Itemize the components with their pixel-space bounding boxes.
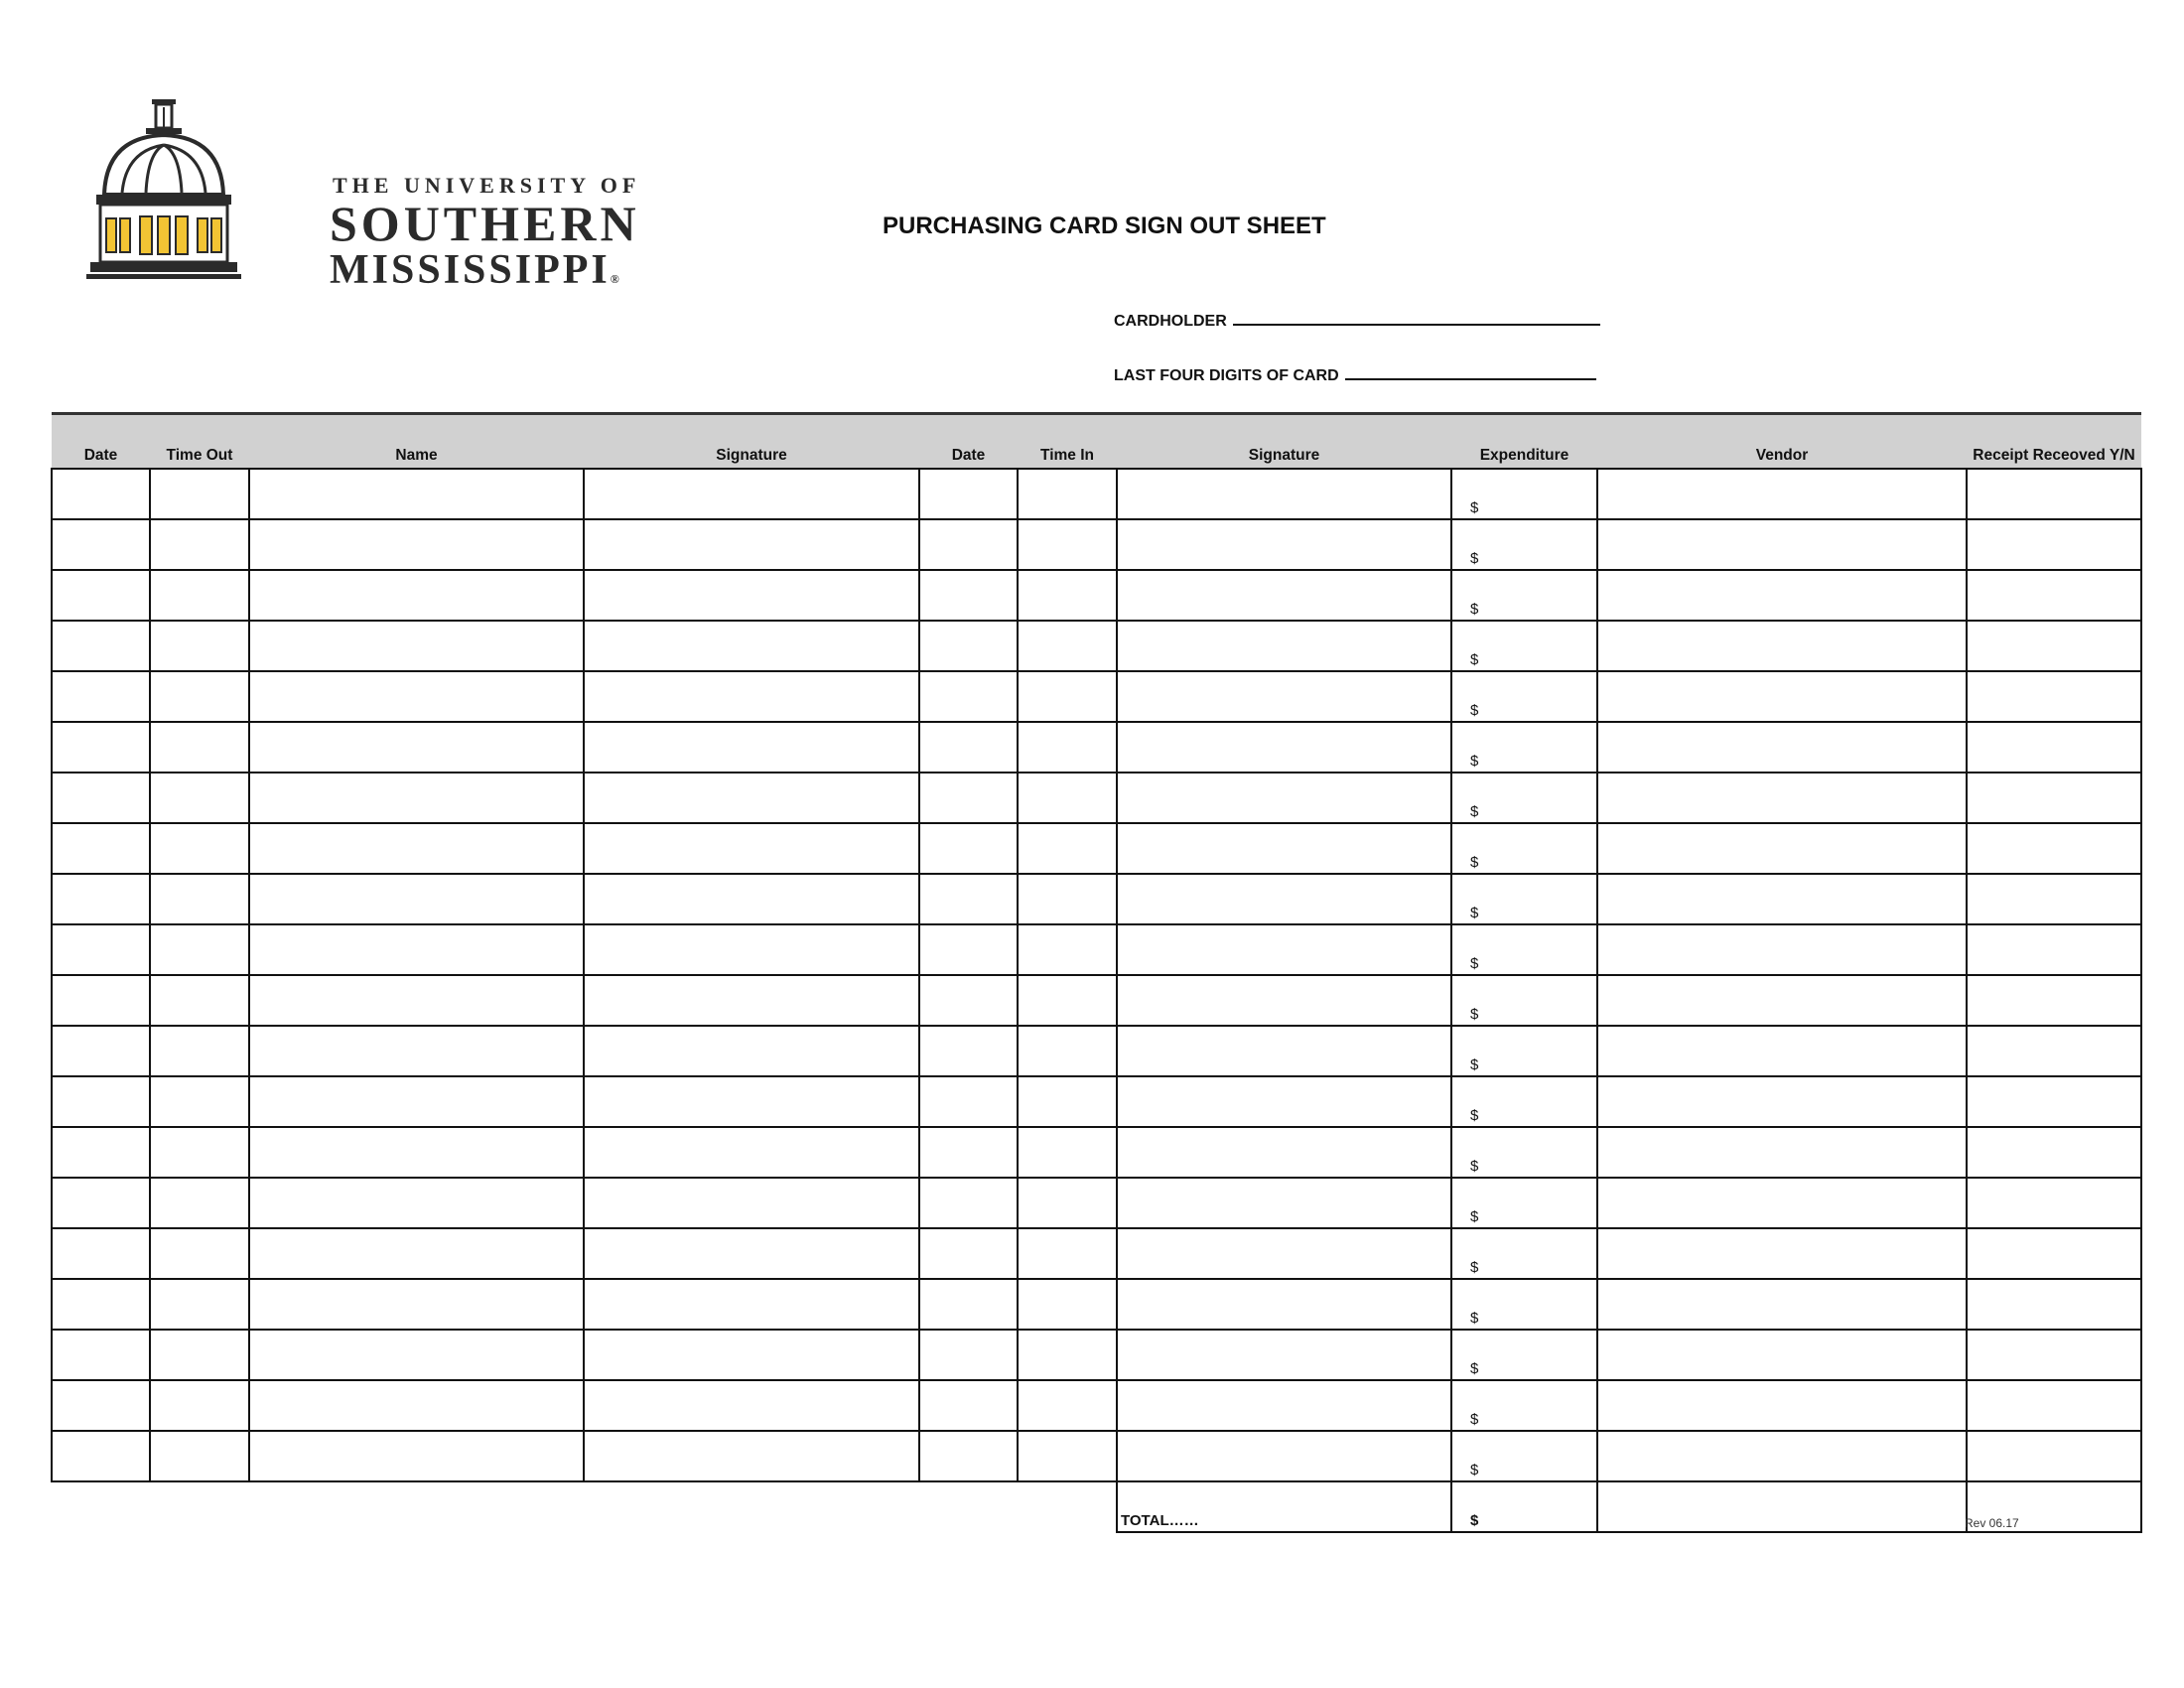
vendor-cell[interactable] [1597,924,1967,975]
vendor-cell[interactable] [1597,1279,1967,1330]
capitol-dome-icon [84,95,243,284]
receipt-cell[interactable] [1967,1330,2141,1380]
total-amount[interactable]: $ [1451,1481,1597,1532]
signature-in-cell[interactable] [1117,671,1451,722]
date-out-cell[interactable] [52,874,150,924]
name-cell[interactable] [249,1026,584,1076]
expenditure-cell[interactable]: $ [1451,975,1597,1026]
last-four-field [1114,364,1596,385]
signature-in-cell[interactable] [1117,519,1451,570]
registered-mark: ® [610,272,619,286]
expenditure-cell[interactable]: $ [1451,1330,1597,1380]
sign-out-table-container [51,412,2140,1533]
revision-note: Rev 06.17 [1965,1516,2019,1530]
time-in-cell[interactable] [1018,722,1117,773]
date-out-cell[interactable] [52,1380,150,1431]
receipt-cell[interactable] [1967,671,2141,722]
name-cell[interactable] [249,671,584,722]
time-in-cell[interactable] [1018,1228,1117,1279]
signature-out-cell[interactable] [584,1076,919,1127]
date-in-cell[interactable] [919,570,1018,621]
university-logo [84,95,641,293]
name-cell[interactable] [249,722,584,773]
expenditure-cell[interactable]: $ [1451,773,1597,823]
name-cell[interactable] [249,874,584,924]
name-cell[interactable] [249,1431,584,1481]
receipt-cell[interactable] [1967,621,2141,671]
date-out-cell[interactable] [52,1330,150,1380]
receipt-cell[interactable] [1967,469,2141,519]
cardholder-label: CARDHOLDER [1114,313,1227,330]
expenditure-cell[interactable]: $ [1451,1178,1597,1228]
receipt-cell[interactable] [1967,1026,2141,1076]
name-cell[interactable] [249,469,584,519]
table-row [52,1228,2141,1279]
time-out-cell[interactable] [150,519,249,570]
header-receipt-received: Receipt Receoved Y/N [1967,414,2141,470]
vendor-cell[interactable] [1597,1380,1967,1431]
vendor-cell[interactable] [1597,621,1967,671]
time-out-cell[interactable] [150,975,249,1026]
time-out-cell[interactable] [150,1076,249,1127]
receipt-cell[interactable] [1967,519,2141,570]
name-cell[interactable] [249,1380,584,1431]
date-in-cell[interactable] [919,1431,1018,1481]
receipt-cell[interactable] [1967,1076,2141,1127]
date-out-cell[interactable] [52,1431,150,1481]
signature-in-cell[interactable] [1117,570,1451,621]
signature-in-cell[interactable] [1117,975,1451,1026]
signature-in-cell[interactable] [1117,1228,1451,1279]
time-out-cell[interactable] [150,1380,249,1431]
expenditure-cell[interactable]: $ [1451,1076,1597,1127]
date-in-cell[interactable] [919,1228,1018,1279]
date-out-cell[interactable] [52,1279,150,1330]
vendor-cell[interactable] [1597,874,1967,924]
wordmark-line-3 [330,248,619,301]
time-out-cell[interactable] [150,469,249,519]
signature-in-cell[interactable] [1117,722,1451,773]
time-in-cell[interactable] [1018,823,1117,874]
time-in-cell[interactable] [1018,1076,1117,1127]
time-in-cell[interactable] [1018,924,1117,975]
time-in-cell[interactable] [1018,1279,1117,1330]
signature-out-cell[interactable] [584,1228,919,1279]
name-cell[interactable] [249,1178,584,1228]
signature-in-cell[interactable] [1117,1127,1451,1178]
time-in-cell[interactable] [1018,621,1117,671]
signature-in-cell[interactable] [1117,1279,1451,1330]
receipt-cell[interactable] [1967,1279,2141,1330]
time-out-cell[interactable] [150,1127,249,1178]
time-in-cell[interactable] [1018,1431,1117,1481]
time-in-cell[interactable] [1018,874,1117,924]
header-vendor: Vendor [1597,414,1967,470]
signature-out-cell[interactable] [584,975,919,1026]
signature-in-cell[interactable] [1117,1380,1451,1431]
time-out-cell[interactable] [150,1330,249,1380]
date-in-cell[interactable] [919,519,1018,570]
table-row [52,823,2141,874]
cardholder-blank-line[interactable] [1233,310,1600,326]
date-out-cell[interactable] [52,519,150,570]
signature-out-cell[interactable] [584,1279,919,1330]
time-in-cell[interactable] [1018,1380,1117,1431]
expenditure-cell[interactable]: $ [1451,1279,1597,1330]
header-time-in: Time In [1018,414,1117,470]
vendor-cell[interactable] [1597,1330,1967,1380]
expenditure-cell[interactable]: $ [1451,570,1597,621]
expenditure-cell[interactable]: $ [1451,519,1597,570]
last-four-blank-line[interactable] [1345,364,1596,380]
expenditure-cell[interactable]: $ [1451,1127,1597,1178]
signature-in-cell[interactable] [1117,874,1451,924]
signature-in-cell[interactable] [1117,924,1451,975]
table-row [52,1380,2141,1431]
table-row [52,1076,2141,1127]
date-out-cell[interactable] [52,975,150,1026]
signature-in-cell[interactable] [1117,1330,1451,1380]
date-out-cell[interactable] [52,1228,150,1279]
vendor-cell[interactable] [1597,975,1967,1026]
date-out-cell[interactable] [52,1127,150,1178]
table-row [52,722,2141,773]
time-out-cell[interactable] [150,1431,249,1481]
time-out-cell[interactable] [150,823,249,874]
date-out-cell[interactable] [52,570,150,621]
time-out-cell[interactable] [150,570,249,621]
receipt-cell[interactable] [1967,1178,2141,1228]
vendor-cell[interactable] [1597,1228,1967,1279]
time-in-cell[interactable] [1018,1127,1117,1178]
vendor-cell[interactable] [1597,722,1967,773]
name-cell[interactable] [249,621,584,671]
name-cell[interactable] [249,1228,584,1279]
signature-in-cell[interactable] [1117,1076,1451,1127]
date-in-cell[interactable] [919,1330,1018,1380]
date-in-cell[interactable] [919,1076,1018,1127]
expenditure-cell[interactable]: $ [1451,1380,1597,1431]
expenditure-cell[interactable]: $ [1451,722,1597,773]
signature-in-cell[interactable] [1117,1026,1451,1076]
name-cell[interactable] [249,570,584,621]
signature-out-cell[interactable] [584,469,919,519]
date-out-cell[interactable] [52,722,150,773]
signature-in-cell[interactable] [1117,823,1451,874]
expenditure-cell[interactable]: $ [1451,621,1597,671]
receipt-cell[interactable] [1967,1380,2141,1431]
table-body [52,469,2141,1481]
date-in-cell[interactable] [919,1026,1018,1076]
vendor-cell[interactable] [1597,671,1967,722]
total-row-spacer [52,1481,1117,1532]
date-in-cell[interactable] [919,469,1018,519]
time-in-cell[interactable] [1018,773,1117,823]
vendor-cell[interactable] [1597,570,1967,621]
signature-out-cell[interactable] [584,773,919,823]
time-in-cell[interactable] [1018,1178,1117,1228]
time-out-cell[interactable] [150,1178,249,1228]
date-out-cell[interactable] [52,1178,150,1228]
vendor-cell[interactable] [1597,1026,1967,1076]
name-cell[interactable] [249,519,584,570]
expenditure-cell[interactable]: $ [1451,1228,1597,1279]
signature-out-cell[interactable] [584,823,919,874]
sign-out-table [51,412,2142,1533]
time-in-cell[interactable] [1018,1330,1117,1380]
receipt-cell[interactable] [1967,1228,2141,1279]
table-row [52,1127,2141,1178]
receipt-cell[interactable] [1967,570,2141,621]
date-in-cell[interactable] [919,621,1018,671]
signature-out-cell[interactable] [584,1330,919,1380]
time-out-cell[interactable] [150,924,249,975]
signature-out-cell[interactable] [584,570,919,621]
table-row [52,1178,2141,1228]
table-row [52,874,2141,924]
expenditure-cell[interactable]: $ [1451,874,1597,924]
vendor-cell[interactable] [1597,1127,1967,1178]
table-row [52,1279,2141,1330]
signature-out-cell[interactable] [584,1127,919,1178]
name-cell[interactable] [249,823,584,874]
date-out-cell[interactable] [52,1026,150,1076]
date-in-cell[interactable] [919,1279,1018,1330]
table-row [52,621,2141,671]
signature-out-cell[interactable] [584,519,919,570]
header-name: Name [249,414,584,470]
header-signature-out: Signature [584,414,919,470]
wordmark-line-2: SOUTHERN [330,196,640,251]
expenditure-cell[interactable]: $ [1451,1026,1597,1076]
date-out-cell[interactable] [52,773,150,823]
time-in-cell[interactable] [1018,671,1117,722]
signature-out-cell[interactable] [584,722,919,773]
table-row [52,975,2141,1026]
total-label: TOTAL…… [1117,1481,1451,1532]
signature-out-cell[interactable] [584,671,919,722]
receipt-cell[interactable] [1967,874,2141,924]
date-in-cell[interactable] [919,1178,1018,1228]
time-out-cell[interactable] [150,621,249,671]
date-out-cell[interactable] [52,469,150,519]
receipt-cell[interactable] [1967,975,2141,1026]
vendor-cell[interactable] [1597,519,1967,570]
cardholder-field [1114,310,1600,331]
time-out-cell[interactable] [150,773,249,823]
signature-out-cell[interactable] [584,1178,919,1228]
time-out-cell[interactable] [150,1026,249,1076]
time-out-cell[interactable] [150,671,249,722]
expenditure-cell[interactable]: $ [1451,671,1597,722]
receipt-cell[interactable] [1967,1431,2141,1481]
date-in-cell[interactable] [919,1127,1018,1178]
name-cell[interactable] [249,1279,584,1330]
time-in-cell[interactable] [1018,570,1117,621]
name-cell[interactable] [249,773,584,823]
receipt-cell[interactable] [1967,924,2141,975]
vendor-cell[interactable] [1597,1431,1967,1481]
date-out-cell[interactable] [52,671,150,722]
vendor-cell[interactable] [1597,1076,1967,1127]
header-expenditure: Expenditure [1451,414,1597,470]
time-in-cell[interactable] [1018,975,1117,1026]
signature-in-cell[interactable] [1117,773,1451,823]
total-vendor-cell[interactable] [1597,1481,1967,1532]
wordmark-line-1: THE UNIVERSITY OF [333,173,641,198]
expenditure-cell[interactable]: $ [1451,469,1597,519]
vendor-cell[interactable] [1597,823,1967,874]
date-in-cell[interactable] [919,823,1018,874]
table-header-row [52,414,2141,470]
signature-out-cell[interactable] [584,874,919,924]
receipt-cell[interactable] [1967,1127,2141,1178]
signature-out-cell[interactable] [584,1026,919,1076]
table-row [52,1330,2141,1380]
time-out-cell[interactable] [150,722,249,773]
signature-in-cell[interactable] [1117,469,1451,519]
total-row [52,1481,2141,1532]
date-in-cell[interactable] [919,874,1018,924]
time-in-cell[interactable] [1018,1026,1117,1076]
date-out-cell[interactable] [52,823,150,874]
time-in-cell[interactable] [1018,469,1117,519]
receipt-cell[interactable] [1967,722,2141,773]
header-time-out: Time Out [150,414,249,470]
table-row [52,519,2141,570]
name-cell[interactable] [249,975,584,1026]
date-in-cell[interactable] [919,722,1018,773]
receipt-cell[interactable] [1967,773,2141,823]
date-in-cell[interactable] [919,1380,1018,1431]
date-out-cell[interactable] [52,924,150,975]
expenditure-cell[interactable]: $ [1451,1431,1597,1481]
signature-out-cell[interactable] [584,1380,919,1431]
expenditure-cell[interactable]: $ [1451,924,1597,975]
receipt-cell[interactable] [1967,823,2141,874]
wordmark-line-3-text: MISSISSIPPI [330,247,611,293]
header-date-in: Date [919,414,1018,470]
time-out-cell[interactable] [150,874,249,924]
signature-in-cell[interactable] [1117,621,1451,671]
header-date-out: Date [52,414,150,470]
table-row [52,1431,2141,1481]
table-row [52,1026,2141,1076]
date-in-cell[interactable] [919,671,1018,722]
last-four-label: LAST FOUR DIGITS OF CARD [1114,367,1339,384]
table-row [52,469,2141,519]
signature-in-cell[interactable] [1117,1178,1451,1228]
time-out-cell[interactable] [150,1228,249,1279]
vendor-cell[interactable] [1597,1178,1967,1228]
name-cell[interactable] [249,1127,584,1178]
date-out-cell[interactable] [52,1076,150,1127]
signature-out-cell[interactable] [584,621,919,671]
header-signature-in: Signature [1117,414,1451,470]
vendor-cell[interactable] [1597,773,1967,823]
signature-in-cell[interactable] [1117,1431,1451,1481]
signature-out-cell[interactable] [584,924,919,975]
name-cell[interactable] [249,1330,584,1380]
table-row [52,671,2141,722]
date-in-cell[interactable] [919,975,1018,1026]
date-in-cell[interactable] [919,773,1018,823]
time-out-cell[interactable] [150,1279,249,1330]
page-title: PURCHASING CARD SIGN OUT SHEET [883,212,1326,239]
date-in-cell[interactable] [919,924,1018,975]
name-cell[interactable] [249,924,584,975]
signature-out-cell[interactable] [584,1431,919,1481]
time-in-cell[interactable] [1018,519,1117,570]
expenditure-cell[interactable]: $ [1451,823,1597,874]
name-cell[interactable] [249,1076,584,1127]
date-out-cell[interactable] [52,621,150,671]
table-row [52,924,2141,975]
table-row [52,570,2141,621]
table-row [52,773,2141,823]
vendor-cell[interactable] [1597,469,1967,519]
